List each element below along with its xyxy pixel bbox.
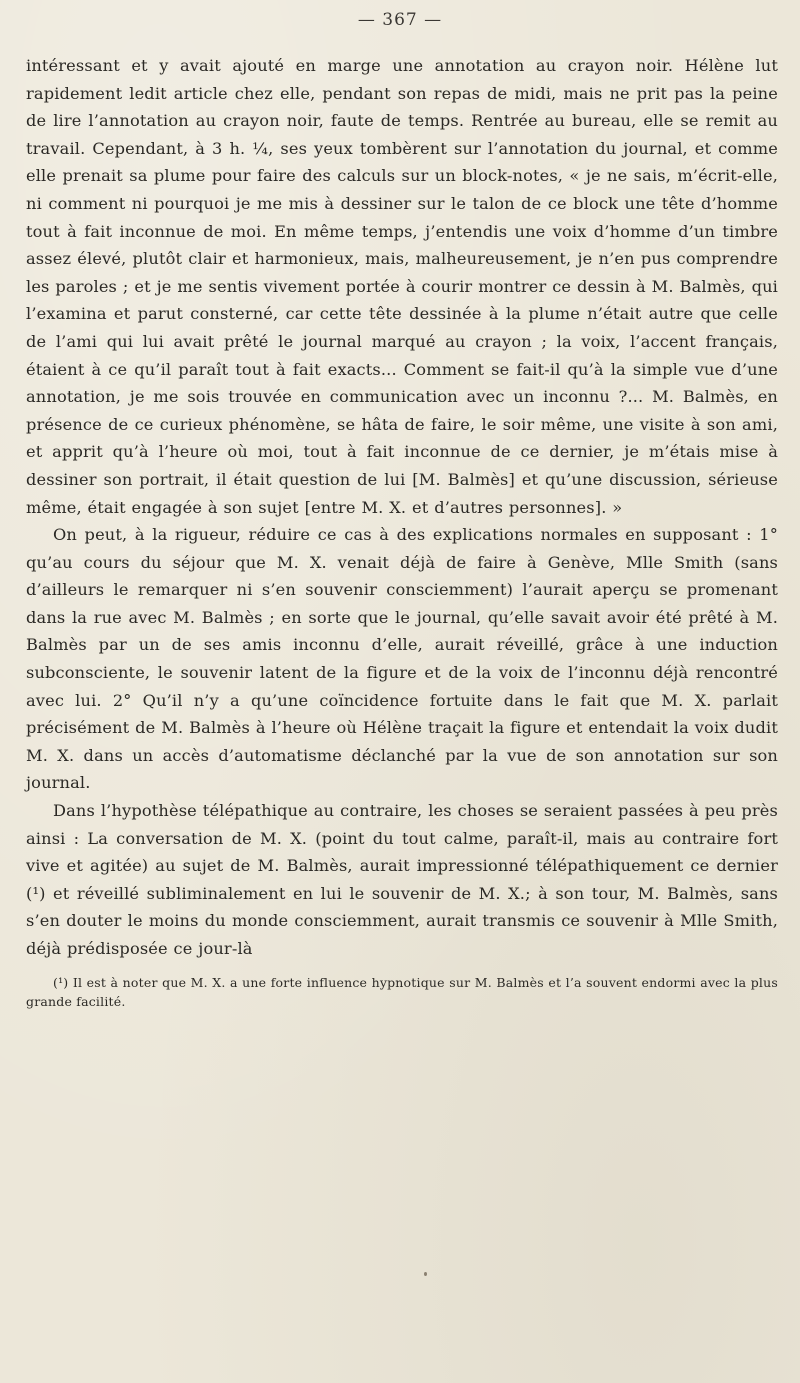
paper-speck [424, 1272, 427, 1276]
paragraph-2: On peut, à la rigueur, réduire ce cas à des explications normales en supposant : 1° qu’au cours du séjour que M. X. venait déjà de faire à Genève, Mlle Smith (sans d’ailleurs le remarquer ni s’en souvenir consciemment) l’aurait aperçu se promenant dans la rue avec M. Balmès ; en sorte que le journal, qu’elle savait avoir été prêté à M. Balmès par un de ses amis inconnu d’elle, aurait réveillé, grâce à une induction subconsciente, le souvenir latent de la figure et de la voix de l’inconnu déjà rencontré avec lui. 2° Qu’il n’y a qu’une coïncidence fortuite dans le fait que M. X. parlait précisément de M. Balmès à l’heure où Hélène traçait la figure et entendait la voix dudit M. X. dans un accès d’automatisme déclanché par la vue de son annotation sur son journal. [26, 525, 778, 793]
body-text [26, 52, 778, 963]
paragraph-1: intéressant et y avait ajouté en marge une annotation au crayon noir. Hélène lut rapidement ledit article chez elle, pendant son repas de midi, mais ne prit pas la peine de lire l’annotation au crayon noir, faute de temps. Rentrée au bureau, elle se remit au travail. Cependant, à 3 h. ¼, ses yeux tombèrent sur l’annotation du journal, et comme elle prenait sa plume pour faire des calculs sur un block-notes, « je ne sais, m’écrit-elle, ni comment ni pourquoi je me mis à dessiner sur le talon de ce block une tête d’homme tout à fait inconnue de moi. En même temps, j’entendis une voix d’homme d’un timbre assez élevé, plutôt clair et harmonieux, mais, malheureusement, je n’en pus comprendre les paroles ; et je me sentis vivement portée à courir montrer ce dessin à M. Balmès, qui l’examina et parut consterné, car cette tête dessinée à la plume n’était autre que celle de l’ami qui lui avait prêté le journal marqué au crayon ; la voix, l’accent français, étaient à ce qu’il paraît tout à fait exacts... Comment se fait-il qu’à la simple vue d’une annotation, je me sois trouvée en communication avec un inconnu ?... M. Balmès, en présence de ce curieux phénomène, se hâta de faire, le soir même, une visite à son ami, et apprit qu’à l’heure où moi, tout à fait inconnue de ce dernier, je m’étais mise à dessiner son portrait, il était question de lui [M. Balmès] et qu’une discussion, sérieuse même, était engagée à son sujet [entre M. X. et d’autres personnes]. » [26, 56, 778, 517]
footnote-1: (¹) Il est à noter que M. X. a une forte influence hypnotique sur M. Balmès et l’a souvent endormi avec la plus grande facilité. [26, 974, 778, 1009]
page-content [26, 52, 778, 1011]
footnotes [26, 973, 778, 1011]
paragraph-3: Dans l’hypothèse télépathique au contraire, les choses se seraient passées à peu près ainsi : La conversation de M. X. (point du tout calme, paraît-il, mais au contraire fort vive et agitée) au sujet de M. Balmès, aurait impressionné télépathiquement ce dernier (¹) et réveillé subliminalement en lui le souvenir de M. X.; à son tour, M. Balmès, sans s’en douter le moins du monde consciemment, aurait transmis ce souvenir à Mlle Smith, déjà prédisposée ce jour-là [26, 801, 778, 958]
page-number: — 367 — [357, 10, 443, 30]
